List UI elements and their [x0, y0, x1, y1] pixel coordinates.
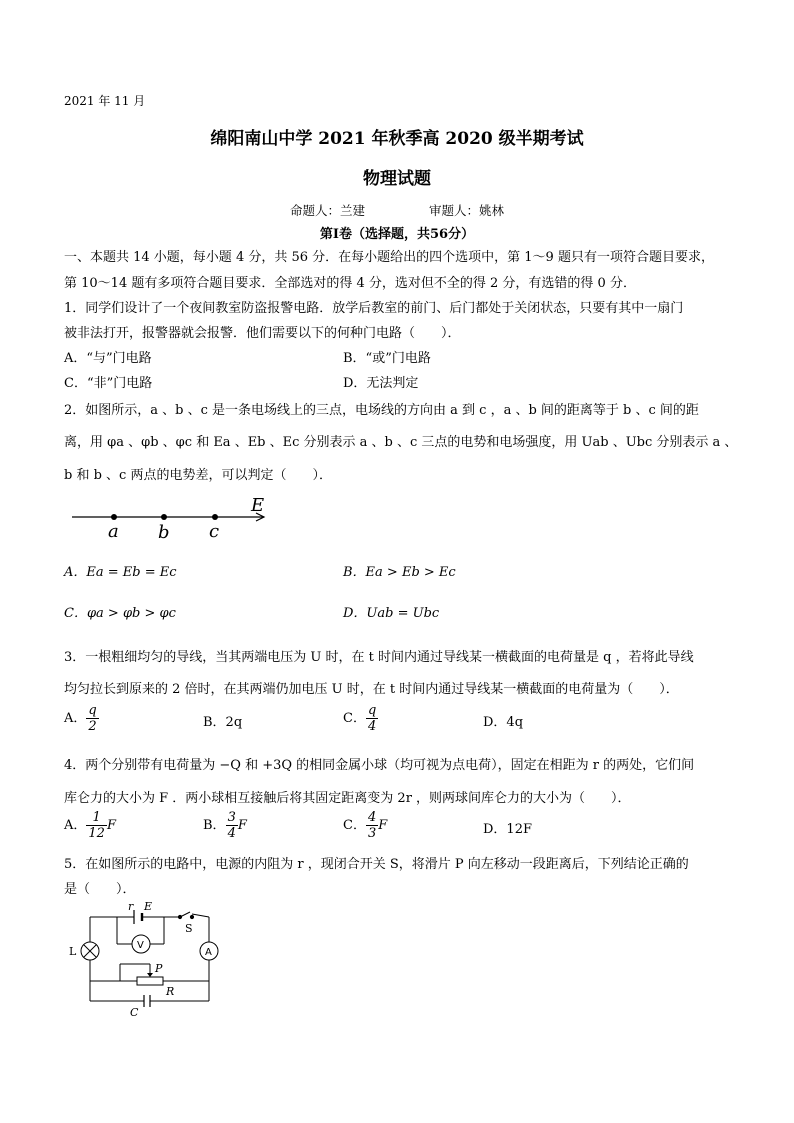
q1-option-c: C．“非”门电路: [64, 376, 153, 391]
field-line-figure: [64, 492, 274, 544]
q1-option-b: B．“或”门电路: [343, 351, 431, 366]
q2-option-c: C．φa > φb > φc: [64, 606, 176, 621]
q1-option-d: D．无法判定: [343, 376, 419, 391]
q4-line-2: 库仑力的大小为 F ．两小球相互接触后将其固定距离变为 2r ，则两球间库仑力的大小为（ ）．: [64, 791, 631, 806]
point-a-dot: [111, 514, 117, 520]
q3-option-c: C． $\frac{q}{4}$: [343, 703, 377, 734]
q2-option-a: A．Ea = Eb = Ec: [64, 565, 177, 580]
q4-option-b: B． $\frac{3}{4}$ F: [203, 810, 247, 841]
label-rr: R: [166, 985, 175, 998]
q3-option-b: B．2q: [203, 715, 243, 730]
label-a: A: [205, 947, 212, 958]
label-v: V: [137, 940, 144, 951]
point-b-dot: [161, 514, 167, 520]
section-title: 第Ⅰ卷（选择题，共56分）: [319, 227, 475, 242]
q4-option-a: A． $\frac{1}{12}$ F: [64, 810, 116, 841]
label-e: E: [144, 900, 153, 913]
q3-line-1: 3．一根粗细均匀的导线，当其两端电压为 U 时，在 t 时间内通过导线某一横截面的电荷量是 q ，若将此导线: [64, 650, 694, 665]
q4-line-1: 4．两个分别带有电荷量为 −Q 和 +3Q 的相同金属小球（均可视为点电荷），固定在相距为 r 的两处，它们间: [64, 758, 695, 773]
point-c-dot: [212, 514, 218, 520]
label-b: b: [158, 522, 170, 543]
exam-title: 绵阳南山中学 2021 年秋季高 2020 级半期考试: [210, 129, 584, 149]
q5-line-1: 5．在如图所示的电路中，电源的内阻为 r ，现闭合开关 S，将滑片 P 向左移动一段距离后，下列结论正确的: [64, 857, 689, 872]
label-e: E: [251, 495, 265, 516]
slider-arrow: [147, 973, 153, 977]
q3-line-2: 均匀拉长到原来的 2 倍时，在其两端仍加电压 U 时，在 t 时间内通过导线某一横截面的电荷量为（ ）．: [64, 682, 679, 697]
exam-date: 2021 年 11 月: [64, 94, 146, 108]
q1-option-a: A．“与”门电路: [64, 351, 152, 366]
q2-line-1: 2．如图所示，a 、b 、c 是一条电场线上的三点，电场线的方向由 a 到 c ，a 、b 间的距离等于 b 、c 间的距: [64, 403, 699, 418]
q1-line-2: 被非法打开，报警器就会报警．他们需要以下的何种门电路（ ）．: [64, 326, 461, 341]
q3-option-a: A． $\frac{q}{2}$: [64, 703, 97, 734]
label-p: P: [155, 962, 163, 975]
q2-option-d: D．Uab = Ubc: [343, 606, 440, 621]
rheostat: [137, 977, 163, 985]
q4-option-d: D．12F: [483, 822, 532, 837]
label-a: a: [108, 521, 119, 542]
q5-line-2: 是（ ）．: [64, 882, 136, 897]
q1-line-1: 1．同学们设计了一个夜间教室防盗报警电路．放学后教室的前门、后门都处于关闭状态，只要有其中一扇门: [64, 301, 684, 316]
instructions-line-2: 第 10～14 题有多项符合题目要求．全部选对的得 4 分，选对但不全的得 2 分，有选错的得 0 分．: [64, 276, 636, 291]
setter: 命题人：兰建: [290, 203, 366, 218]
authors: [0, 201, 794, 219]
q2-line-3: b 和 b 、c 两点的电势差，可以判定（ ）．: [64, 468, 332, 483]
label-s: S: [185, 922, 193, 935]
q4-option-c: C． $\frac{4}{3}$ F: [343, 810, 388, 841]
q2-option-b: B．Ea > Eb > Ec: [343, 565, 456, 580]
q3-option-d: D．4q: [483, 715, 524, 730]
reviewer: 审题人：姚林: [428, 203, 504, 218]
label-c: c: [209, 521, 220, 542]
instructions-line-1: 一、本题共 14 小题，每小题 4 分，共 56 分．在每小题给出的四个选项中，第 1～9 题只有一项符合题目要求，: [64, 250, 714, 265]
exam-subtitle: 物理试题: [363, 169, 431, 189]
label-c: C: [130, 1006, 139, 1019]
label-r: r: [128, 900, 134, 913]
circuit-diagram: [64, 900, 234, 1022]
q2-line-2: 离，用 φa 、φb 、φc 和 Ea 、Eb 、Ec 分别表示 a 、b 、c 三点的电势和电场强度，用 Uab 、Ubc 分别表示 a 、: [64, 435, 738, 450]
label-l: L: [69, 945, 77, 958]
